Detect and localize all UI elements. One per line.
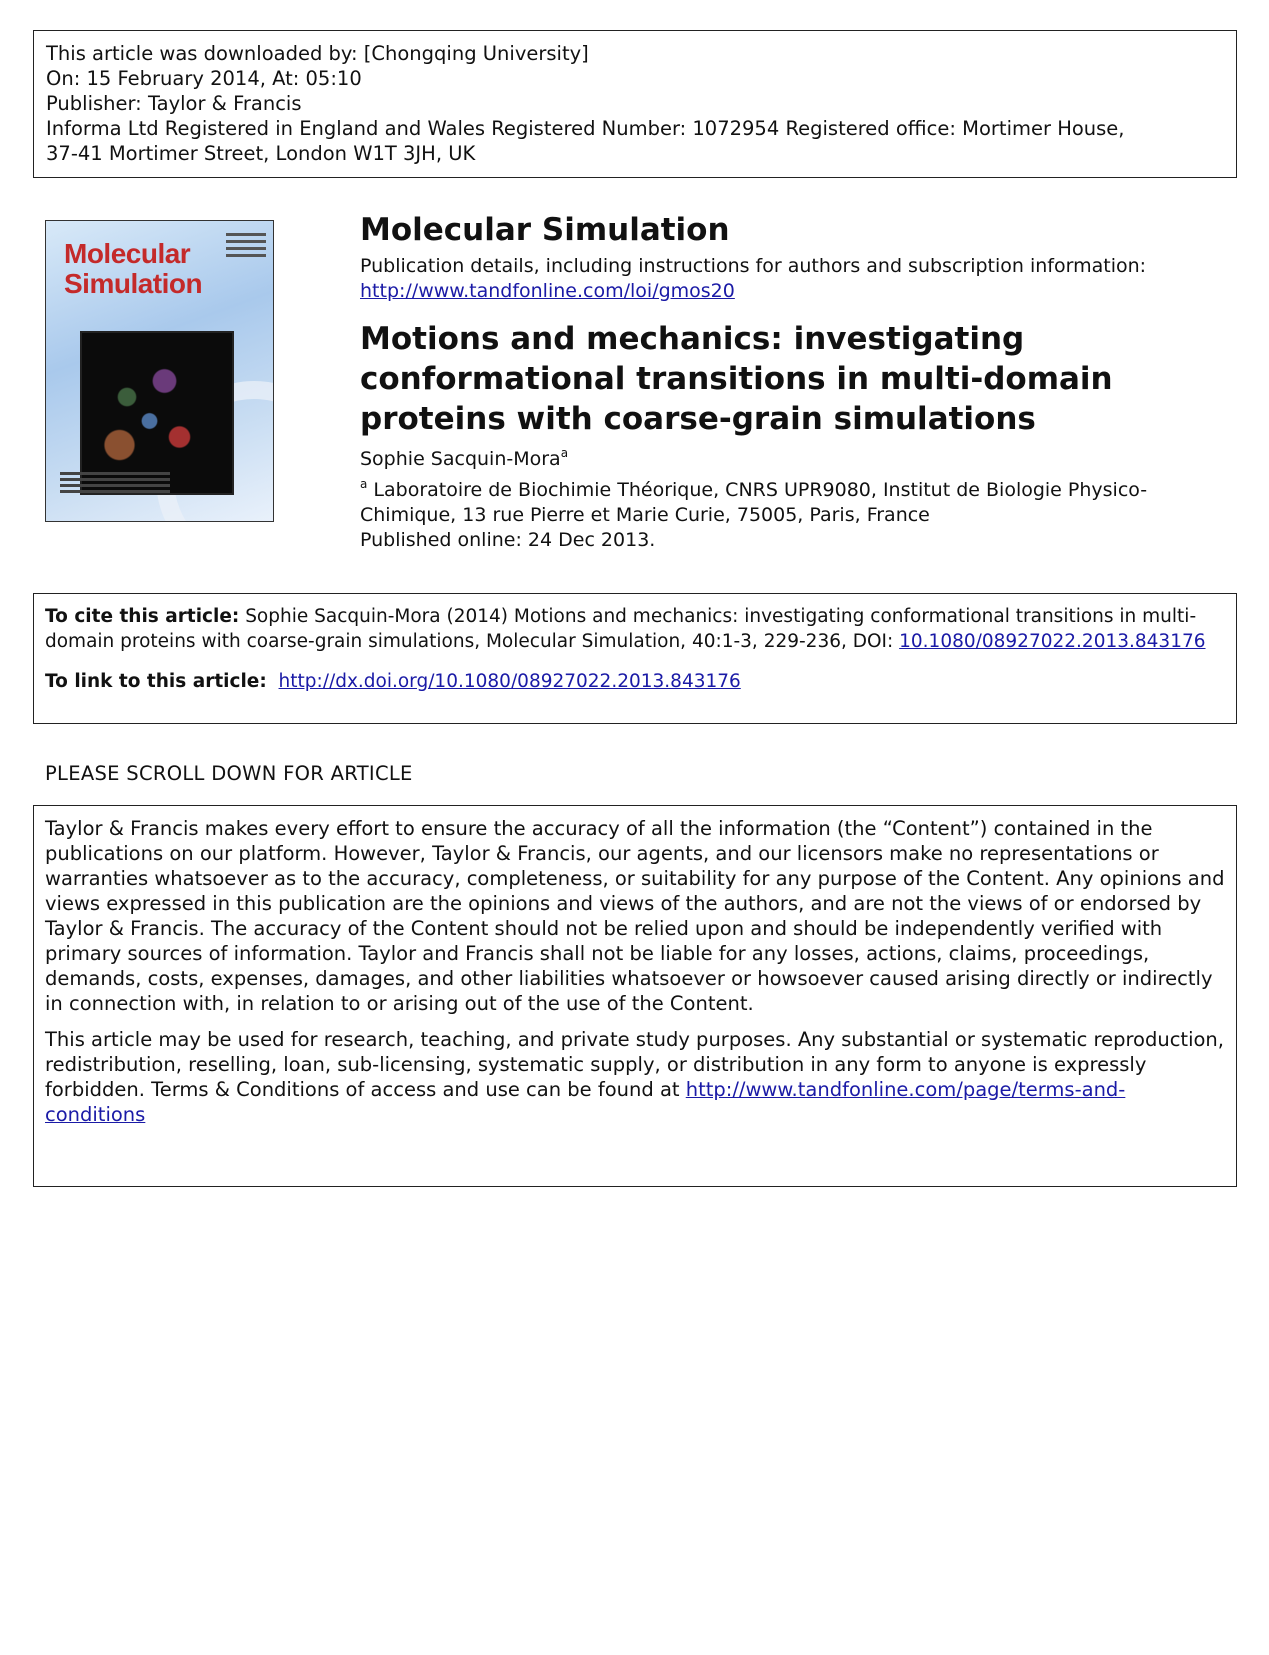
- publisher-line: Publisher: Taylor & Francis: [46, 92, 302, 115]
- disclaimer-paragraph-1: Taylor & Francis makes every effort to ensure the accuracy of all the information (the “Content”) contained in the publications on our platform. However, Taylor & Francis, our agents, and our licensors make no representations or warranties whatsoever as to the accuracy, completeness, or suitability for any purpose of the Content. Any opinions and views expressed in this publication are the opinions and views of the authors, and are not the views of or endorsed by Taylor & Francis. The accuracy of the Content should not be relied upon and should be independently verified with primary sources of information. Taylor and Francis shall not be liable for any losses, actions, claims, proceedings, demands, costs, expenses, damages, and other liabilities whatsoever or howsoever caused arising directly or indirectly in connection with, in relation to or arising out of the use of the Content.: [45, 817, 1225, 1015]
- cover-title-line2: Simulation: [64, 268, 203, 299]
- cover-meta-lines: [226, 229, 266, 261]
- scroll-down-note: PLEASE SCROLL DOWN FOR ARTICLE: [45, 762, 413, 785]
- affiliation-marker: a: [360, 477, 368, 491]
- citation-box: [33, 593, 1237, 724]
- cite-label: To cite this article:: [45, 606, 240, 627]
- cover-title-line1: Molecular: [64, 238, 191, 269]
- cover-footer-lines: [60, 469, 170, 496]
- author-affiliation-marker: a: [560, 446, 569, 460]
- author: [360, 448, 568, 470]
- author-name: Sophie Sacquin-Mora: [360, 448, 561, 470]
- link-label: To link to this article:: [45, 671, 267, 692]
- published-online: Published online: 24 Dec 2013.: [360, 529, 656, 551]
- affiliation: [360, 478, 1240, 528]
- address-line: 37-41 Mortimer Street, London W1T 3JH, UK: [46, 142, 476, 165]
- cite-text: Sophie Sacquin-Mora (2014) Motions and mechanics: investigating conformational transitions in multi-domain proteins with coarse-grain simulations, Molecular Simulation, 40:1-3, 229-236, DOI:: [45, 606, 1197, 652]
- registered-office-line: Informa Ltd Registered in England and Wales Registered Number: 1072954 Registered office: Mortimer House,: [46, 117, 1125, 140]
- link-paragraph: [45, 669, 1225, 694]
- terms-and-conditions-link[interactable]: http://www.tandfonline.com/page/terms-and-conditions: [45, 1078, 1126, 1126]
- download-info-box: [33, 30, 1237, 178]
- publication-details-text: Publication details, including instructions for authors and subscription information:: [360, 255, 1147, 277]
- publication-details: [360, 254, 1146, 304]
- journal-url-link[interactable]: http://www.tandfonline.com/loi/gmos20: [360, 280, 735, 302]
- cover-title: [64, 239, 214, 299]
- doi-link[interactable]: 10.1080/08927022.2013.843176: [899, 631, 1206, 652]
- journal-cover-image: [45, 220, 274, 522]
- disclaimer-paragraph-2: [45, 1027, 1225, 1127]
- article-title: Motions and mechanics: investigating conformational transitions in multi-domain proteins with coarse-grain simulations: [360, 321, 1113, 437]
- usage-terms-text: This article may be used for research, teaching, and private study purposes. Any substantial or systematic reproduction, redistribution, reselling, loan, sub-licensing, systematic supply, or distribution in any form to anyone is expressly forbidden. Terms & Conditions of access and use can be found at: [45, 1028, 1224, 1101]
- article-doi-url-link[interactable]: http://dx.doi.org/10.1080/08927022.2013.843176: [278, 671, 741, 692]
- download-date-line: On: 15 February 2014, At: 05:10: [46, 67, 362, 90]
- cite-paragraph: [45, 604, 1225, 654]
- journal-title: Molecular Simulation: [360, 212, 730, 248]
- disclaimer-box: [33, 805, 1237, 1187]
- affiliation-text: Laboratoire de Biochimie Théorique, CNRS UPR9080, Institut de Biologie Physico-Chimique, 13 rue Pierre et Marie Curie, 75005, Paris, France: [360, 479, 1148, 526]
- downloaded-by-line: This article was downloaded by: [Chongqing University]: [46, 42, 589, 65]
